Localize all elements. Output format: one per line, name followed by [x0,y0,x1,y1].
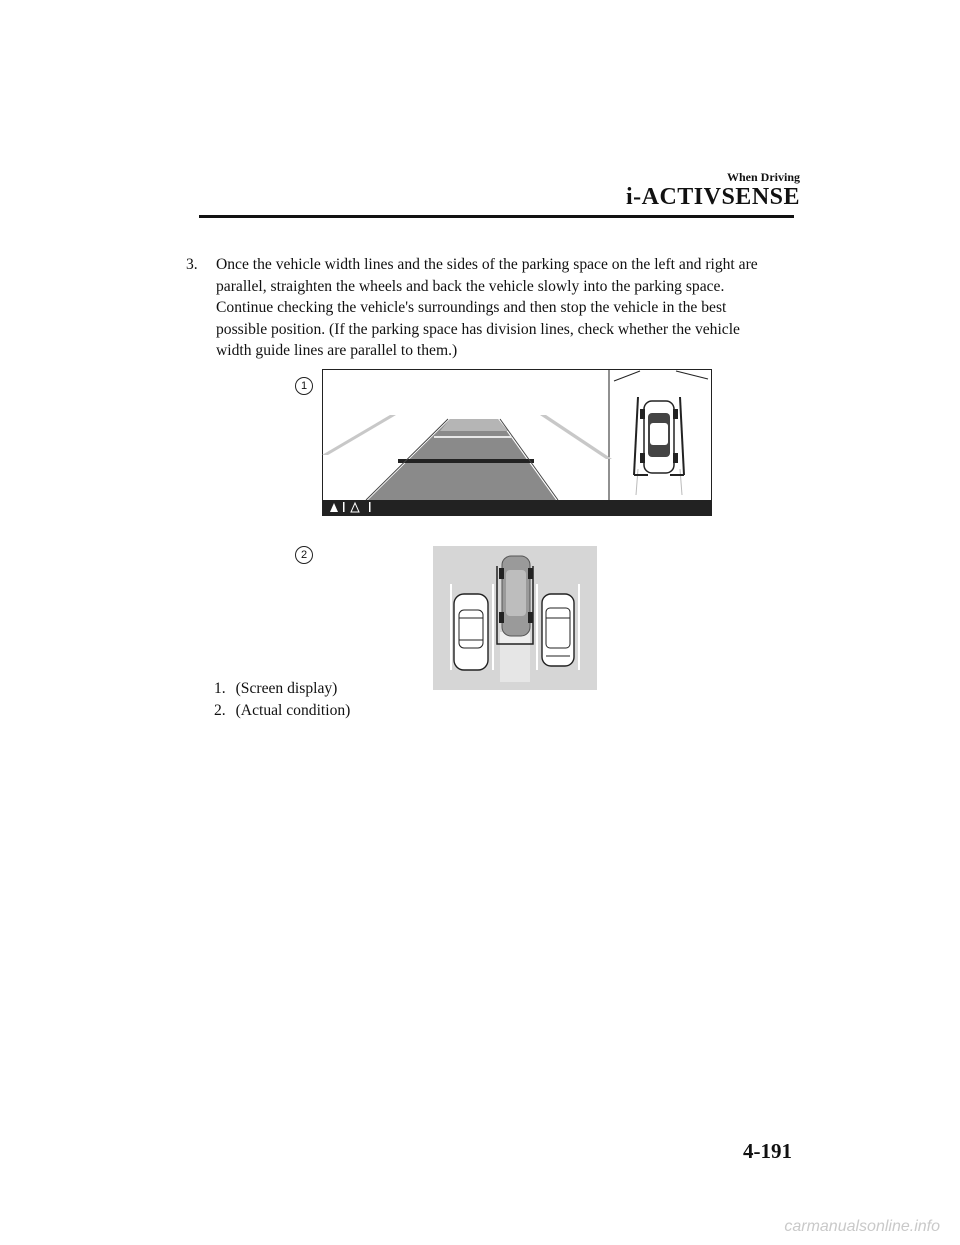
step-number: 3. [186,256,198,273]
caption-1-text: (Screen display) [235,680,338,697]
caption-2 [214,700,350,722]
step-line-2: parallel, straighten the wheels and back the vehicle slowly into the parking space. [216,277,725,295]
step-line-3: Continue checking the vehicle's surroundings and then stop the vehicle in the best [216,299,727,316]
step-line-1: Once the vehicle width lines and the sides of the parking space on the left and right are [216,256,758,273]
watermark: carmanualsonline.info [784,1218,940,1235]
callout-2: 2 [295,546,313,564]
section-label: When Driving [726,170,800,184]
caption-1 [214,678,350,700]
step-line-4: possible position. (If the parking space has division lines, check whether the vehicle [216,320,740,338]
parked-car-right [542,594,574,666]
step-line-5: width guide lines are parallel to them.) [216,342,458,359]
step-3-instruction [186,254,786,362]
caption-2-number: 2. [214,702,226,719]
reversing-vehicle [497,556,533,644]
callout-1: 1 [295,377,313,395]
top-view-car-icon [614,371,708,495]
caption-2-text: (Actual condition) [235,702,351,719]
actual-condition-figure [433,546,597,690]
figure-captions [214,678,350,722]
header-divider [199,215,794,218]
chapter-title: i-ACTIVSENSE [625,184,800,210]
page-number: 4-191 [743,1139,792,1163]
caption-1-number: 1. [214,680,226,697]
parked-car-left [454,594,488,670]
screen-display-figure [322,369,712,516]
